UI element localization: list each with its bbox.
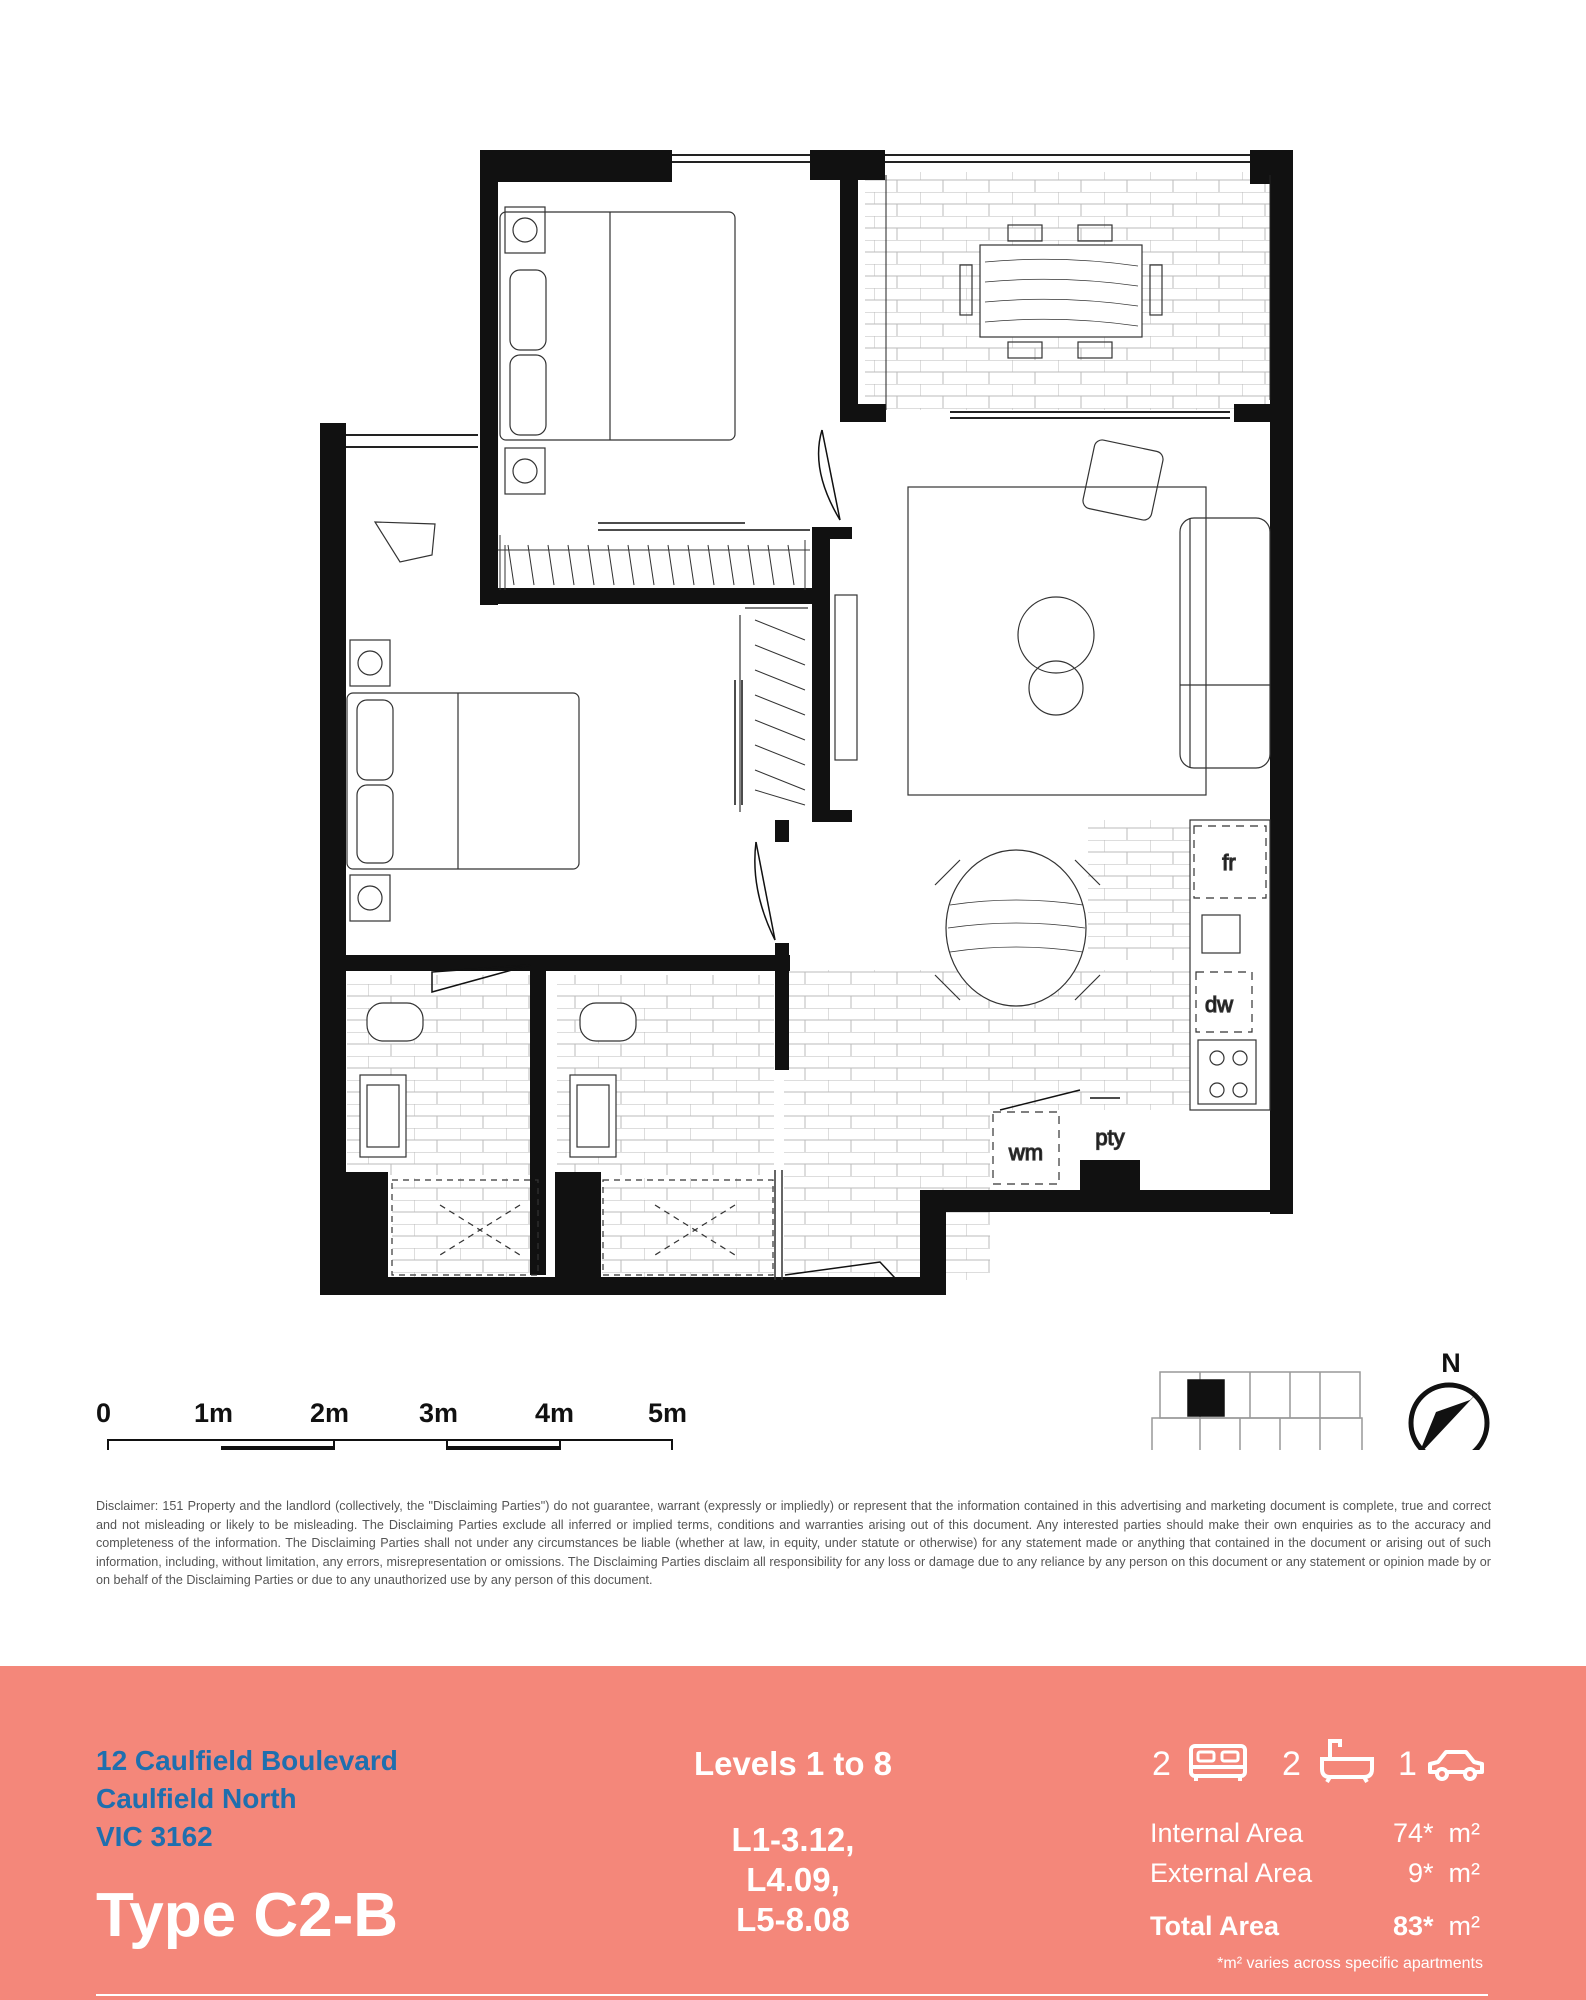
levels: Levels 1 to 8 xyxy=(693,1745,893,1782)
bath-icon xyxy=(1318,1735,1376,1783)
scale-bar xyxy=(108,1440,672,1450)
bed-icon xyxy=(1188,1740,1248,1782)
fridge-label: fr xyxy=(1222,850,1236,875)
address-line-3: VIC 3162 xyxy=(96,1821,213,1852)
living-area xyxy=(835,438,1270,795)
bedroom-count: 2 xyxy=(1152,1745,1171,1783)
external-area-value xyxy=(1330,1858,1480,1889)
car-space-count: 1 xyxy=(1398,1745,1417,1783)
total-area-label: Total Area xyxy=(1150,1911,1280,1941)
dining-table xyxy=(946,850,1086,1006)
bottom-rule xyxy=(96,1994,1488,1996)
bedroom-2 xyxy=(347,522,808,921)
bedside-table xyxy=(505,207,545,253)
internal-area-label: Internal Area xyxy=(1150,1818,1304,1848)
bedroom-1 xyxy=(498,207,810,590)
double-bed xyxy=(347,693,579,869)
dishwasher-label: dw xyxy=(1204,992,1234,1017)
toilet xyxy=(580,1003,636,1041)
rug xyxy=(908,487,1206,795)
scale-mark-0: 0 xyxy=(96,1398,112,1428)
key-plan-highlight xyxy=(1188,1380,1224,1416)
apartment-number: L5-8.08 xyxy=(736,1901,850,1938)
area-note: *m² varies across specific apartments xyxy=(1217,1955,1483,1972)
apartment-numbers xyxy=(593,1820,993,1940)
sofa xyxy=(1180,518,1270,768)
address-line-2: Caulfield North xyxy=(96,1783,297,1814)
key-plan xyxy=(1152,1372,1362,1450)
scale-mark-2: 2m xyxy=(310,1398,350,1428)
north-label: N xyxy=(1441,1348,1461,1378)
scale-mark-3: 3m xyxy=(419,1398,459,1428)
scale-mark-4: 4m xyxy=(535,1398,575,1428)
apartment-number: L1-3.12, xyxy=(731,1821,855,1858)
north-arrow xyxy=(1411,1348,1487,1450)
pantry-label: pty xyxy=(1095,1125,1125,1150)
type-title: Type C2-B xyxy=(96,1881,399,1950)
washing-machine-label: wm xyxy=(1008,1140,1044,1165)
scale-mark-1: 1m xyxy=(194,1398,234,1428)
area-unit: m² xyxy=(1448,1858,1480,1888)
apartment-number: L4.09, xyxy=(746,1861,840,1898)
scale-mark-5: 5m xyxy=(648,1398,688,1428)
toilet xyxy=(367,1003,423,1041)
bathroom-count: 2 xyxy=(1282,1745,1301,1783)
address-line-1: 12 Caulfield Boulevard xyxy=(96,1745,398,1776)
total-area-number: 83* xyxy=(1392,1911,1434,1941)
external-area-label: External Area xyxy=(1150,1858,1313,1888)
car-icon xyxy=(1426,1746,1486,1782)
internal-area-number: 74* xyxy=(1392,1818,1434,1848)
disclaimer: Disclaimer: 151 Property and the landlord (collectively, the "Disclaiming Parties") do not guarantee, warrant (expressly or impliedly) or represent that the information contained in this advertising and marketing document is complete, true and correct and not misleading or likely to be misleading. The Disclaiming Parties exclude all inferred or implied terms, conditions and warranties arising out of this document. Any interested parties should make their own enquiries as to the accuracy and completeness of the information. The Disclaiming Parties shall not under any circumstances be liable (whether at law, in equity, under statute or otherwise) for any statement made or anything that contained in the document or arising out of such information, including, without limitation, any errors, misrepresentation or omissions. The Disclaiming Parties disclaim all responsibility for any loss or damage due to any reliance by any person on this document or any statement or opinion made by or on behalf of the Disclaiming Parties or due to any unauthorized use by any person of this document. xyxy=(96,1499,1491,1588)
internal-area-value xyxy=(1330,1818,1480,1849)
external-area-number: 9* xyxy=(1407,1858,1434,1888)
area-unit: m² xyxy=(1448,1911,1480,1941)
tv-unit xyxy=(835,595,857,760)
total-area-value xyxy=(1330,1911,1480,1942)
armchair xyxy=(1081,438,1164,521)
area-unit: m² xyxy=(1448,1818,1480,1848)
double-bed xyxy=(500,212,735,440)
